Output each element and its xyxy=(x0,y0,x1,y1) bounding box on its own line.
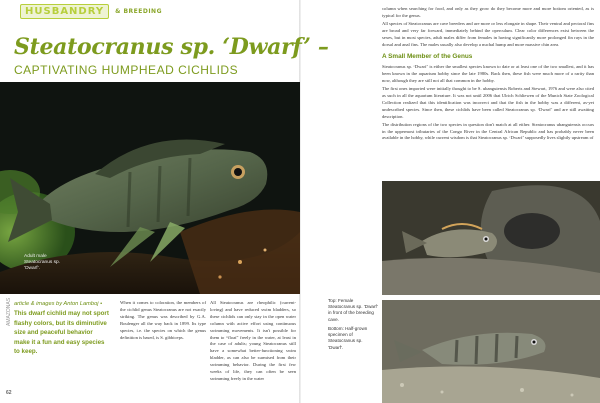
paragraph: All species of Steatocranus are cave breeders and are more or less elongate in shape. Their ventral and pectoral fins are broad and very far forward, immediately behind the operculum. Clear color differences exist between the sexes, but in most species, adult males differ from females in having significantly more prolonged fin rays in the dorsal and anal fins. The males usually also develop a nuchal hump and more massive chin area. xyxy=(382,20,594,47)
top-photo-caption: Top: Female Steatocranus sp. ‘Dwarf’ in front of the breeding cave. xyxy=(328,298,378,322)
paragraph: All Steatocranus are rheophilic (current-loving) and have reduced swim bladders, so these cichlids can only stay in the open water column with active effort using continuous swimming movements. It isn't possible for them to “float” freely in the water, at least in the case of adults; young Steatocranus still have a somewhat better-functioning swim bladder, as can also be surmised from their swimming behavior. During the first few weeks of life, they can often be seen swimming freely in the water xyxy=(210,300,296,381)
magazine-tag: AMAZONAS xyxy=(6,297,12,326)
section-heading: A Small Member of the Genus xyxy=(382,53,473,61)
page-number: 62 xyxy=(6,390,12,396)
intro-text: This dwarf cichlid may not sport flashy colors, but its diminutive size and peaceful behavior make it a fun and easy species to keep. xyxy=(14,310,109,356)
section-header xyxy=(20,4,290,19)
body-column-1 xyxy=(120,300,206,342)
paragraph: column when searching for food, and only as they grow do they become more and more bottom oriented, as is typical for the genus. xyxy=(382,6,594,18)
subsection-label: & BREEDING xyxy=(115,8,162,15)
byline: article & images by Anton Lamboj • xyxy=(14,301,103,307)
body-column-3 xyxy=(382,6,594,143)
article-title: Steatocranus sp. ‘Dwarf’ – xyxy=(14,34,329,60)
paragraph: The distribution regions of the two species in question don't match at all either. Steatocranus ubanguiensis occurs in the uppermost tributaries of the Congo River in the Central African Republic and has probably never been available in the hobby, while current wisdom is that Steatocranus sp. ‘Dwarf’ supposedly lives slightly upstream of xyxy=(382,121,594,141)
body-column-2 xyxy=(210,300,296,384)
paragraph: When it comes to coloration, the members of the cichlid genus Steatocranus are not exactly striking. The genus was described by G.A. Boulenger all the way back in 1899. Its type species, i.e. the species on which the genus definition is based, is S. gibbiceps. xyxy=(120,300,206,340)
section-label: HUSBANDRY xyxy=(20,4,109,19)
juvenile-fish-photo-icon xyxy=(382,300,600,403)
top-photo xyxy=(382,181,600,295)
bottom-photo xyxy=(382,300,600,403)
bottom-photo-caption: Bottom: Half-grown specimen of Steatocranus sp. ‘Dwarf’. xyxy=(328,326,368,350)
hero-caption: Adult male Steatocranus sp. ‘Dwarf’. xyxy=(24,254,60,271)
fish-in-cave-photo-icon xyxy=(382,181,600,295)
paragraph: The first ones imported were initially thought to be S. ubanguiensis Roberts and Stewart, 1976 and were also cited as such in all the aquarium literature. It was not until 2006 that Ulrich Schliewen of the Munich State Zoological Collection realized that this identification was incorrect and that the fish in the hobby was a different, as-yet undescribed species. Since then, these cichlids have been called Steatocranus sp. ‘Dwarf’ and are still awaiting description. xyxy=(382,86,594,119)
paragraph: Steatocranus sp. ‘Dwarf’ is either the smallest species known to date or at least one of the two smallest, and it has been known in the aquarium hobby since the late 1980s. Back then, these fish were much more of a rarity than now, although they are still not all that common in the hobby. xyxy=(382,64,594,84)
article-subtitle: CAPTIVATING HUMPHEAD CICHLIDS xyxy=(14,63,239,77)
